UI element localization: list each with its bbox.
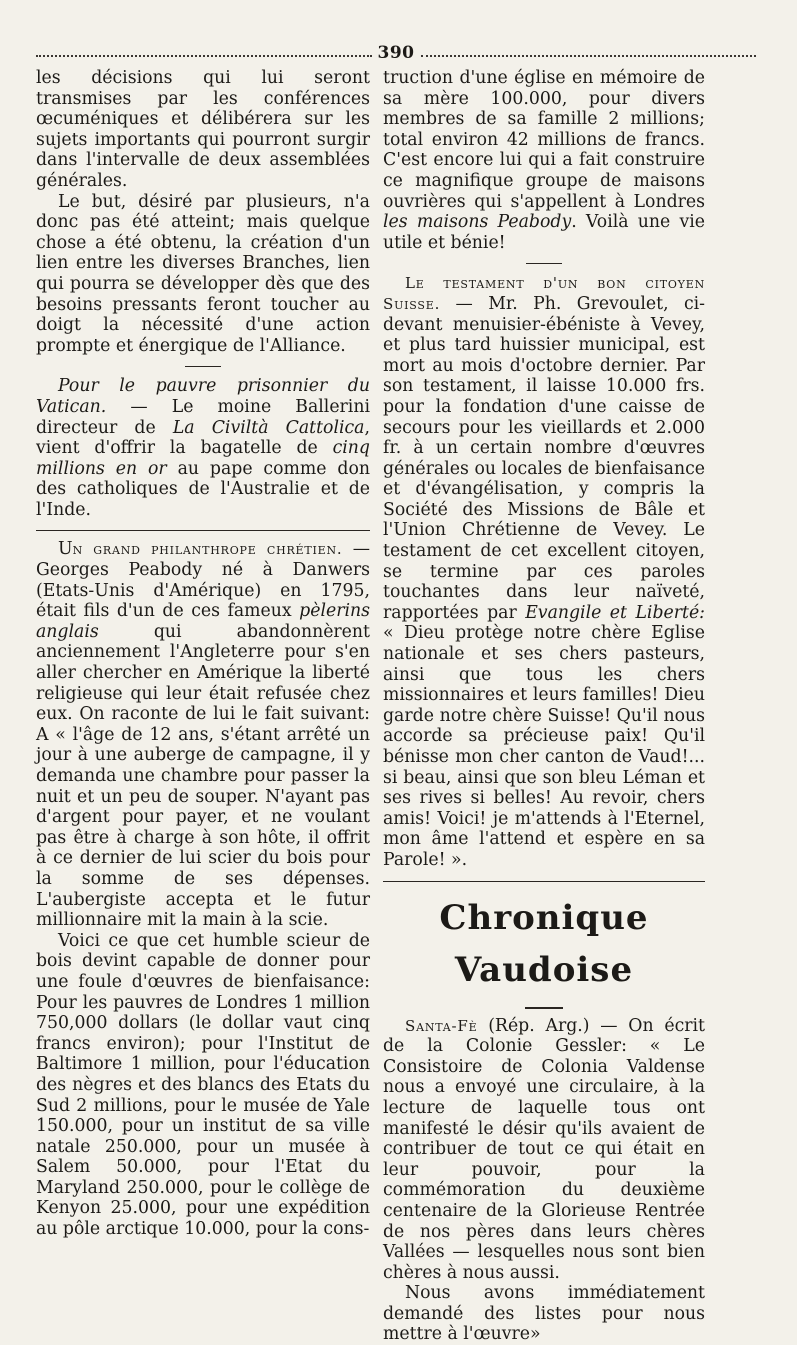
- santa-fe-article: [383, 1016, 705, 1284]
- vatican-article: [36, 376, 370, 520]
- vatican-amount: cinq millions en or: [36, 438, 370, 479]
- peabody-cont-a: truction d'une église en mémoire de sa mère 100.000, pour divers membres de sa famille 2 millions; total environ 42 millions de francs. C'est encore lui qui a fait construire ce magnifique groupe de maisons ouvrières qui s'appellent à Londres: [383, 68, 705, 212]
- peabody-text-b: qui abandonnèrent anciennement l'Angleterre pour s'en aller chercher en Amérique la liberté religieuse qui leur était refusée chez eux. On raconte de lui le fait suivant: A « l'âge de 12 ans, s'étant arrêté un jour à une auberge de campagne, il y demanda une chambre pour passer la nuit et un peu de souper. N'ayant pas d'argent pour payer, et ne voulant pas être à charge à son hôte, il offrit à ce dernier de lui scier du bois pour la somme de ses dépenses. L'aubergiste accepta et le futur millionnaire mit la main à la scie.: [36, 621, 370, 931]
- left-column: [36, 68, 370, 1240]
- peabody-heading: n grand philanthrope chrétien.: [72, 540, 343, 559]
- section-divider: [383, 253, 705, 273]
- section-divider: [36, 530, 370, 531]
- testament-text-a: — Mr. Ph. Grevoulet, ci-devant menuisier-ébéniste à Vevey, et plus tard huissier municipal, est mort au mois d'octobre dernier. Par son testament, il laisse 10.000 frs. pour la fondation d'une caisse de secours pour les vieillards et 2.000 fr. à un certain nombre d'œuvres générales ou locales de bienfaisance et d'évangélisation, y compris la Société des Missions de Bâle et l'Union Chrétienne de Vevey. Le testament de cet excellent citoyen, se termine par ces paroles touchantes dans leur naïveté, rapportées par: [383, 293, 705, 623]
- peabody-text-a: — Georges Peabody né à Danwers (Etats-Unis d'Amérique) en 1795, était fils d'un de ces fameux: [36, 539, 370, 622]
- header-rule-left: [36, 49, 372, 57]
- peabody-continuation: [383, 68, 705, 253]
- testament-journal: Evangile et Liberté:: [525, 602, 705, 623]
- page-header: [36, 40, 756, 66]
- alliance-paragraph-2: Le but, désiré par plusieurs, n'a donc pas été atteint; mais quelque chose a été obtenu, la création d'un lien entre les diverses Branches, lien qui pourra se développer dès que des besoins pressants feront toucher au doigt la nécessité d'une action prompte et énergique de l'Alliance.: [36, 191, 370, 356]
- alliance-paragraph-1: les décisions qui lui seront transmises par les conférences œcuméniques et délibérera sur les sujets importants qui pourront surgir dans l'intervalle de deux assemblées générales.: [36, 68, 370, 191]
- testament-article: [383, 273, 705, 870]
- santa-fe-heading: Santa-Fè: [405, 1016, 478, 1035]
- testament-text-b: « Dieu protège notre chère Eglise nationale et ses chers pasteurs, ainsi que tous les chers missionnaires et leurs familles! Dieu garde notre chère Suisse! Qu'il nous accorde sa précieuse paix! Qu'il bénisse mon cher canton de Vaud!... si beau, ainsi que son bleu Léman et ses rives si belles! Au revoir, chers amis! Voici! je m'attends à l'Eternel, mon âme l'attend et espère en sa Parole! ».: [383, 623, 705, 870]
- vatican-text-c: au pape comme don des catholiques de l'Australie et de l'Inde.: [36, 458, 370, 520]
- section-divider: [36, 356, 370, 376]
- header-rule-right: [421, 49, 757, 57]
- testament-heading: Le testament d'un bon citoyen Suisse.: [383, 274, 705, 313]
- vatican-heading: Pour le pauvre prisonnier du Vatican.: [36, 376, 370, 417]
- chronique-title: Chronique Vaudoise: [439, 897, 649, 990]
- journal-name: La Civiltà Cattolica: [172, 417, 365, 438]
- peabody-houses: les maisons Peabody: [383, 212, 572, 233]
- peabody-article: [36, 539, 370, 930]
- santa-fe-paragraph-2: Nous avons immédiatement demandé des listes pour nous mettre à l'œuvre»: [383, 1283, 705, 1345]
- peabody-cont-b: . Voilà une vie utile et bénie!: [383, 212, 705, 253]
- peabody-heading-initial: U: [58, 539, 73, 560]
- page-number: 390: [377, 43, 415, 63]
- peabody-pilgrims: pèlerins anglais: [36, 601, 370, 642]
- vatican-text-b: , vient d'offrir la bagatelle de: [36, 417, 370, 459]
- right-column: [383, 68, 705, 1345]
- santa-fe-text: (Rép. Arg.) — On écrit de la Colonie Gessler: « Le Consistoire de Colonia Valdense nous a envoyé une circulaire, à la lecture de laquelle tous ont manifesté le désir qu'ils avaient de contribuer de tout ce qui était en leur pouvoir, pour la commémoration du deuxième centenaire de la Glorieuse Rentrée de nos pères dans leurs chères Vallées — lesquelles nous sont bien chères à nous aussi.: [383, 1015, 705, 1283]
- title-divider: [383, 998, 705, 1016]
- vatican-text-a: — Le moine Ballerini directeur de: [36, 396, 370, 438]
- peabody-donations: Voici ce que cet humble scieur de bois devint capable de donner pour une foule d'œuvres de bienfaisance: Pour les pauvres de Londres 1 million 750,000 dollars (le dollar vaut cinq francs environ); pour l'Institut de Baltimore 1 million, pour l'éducation des nègres et des blancs des Etats du Sud 2 millions, pour le musée de Yale 150.000, pour un institut de sa ville natale 250.000, pour un musée à Salem 50.000, pour l'Etat du Maryland 250.000, pour le collège de Kenyon 25.000, pour une expédition au pôle arctique 10.000, pour la cons-: [36, 930, 370, 1240]
- section-rule: [383, 881, 705, 882]
